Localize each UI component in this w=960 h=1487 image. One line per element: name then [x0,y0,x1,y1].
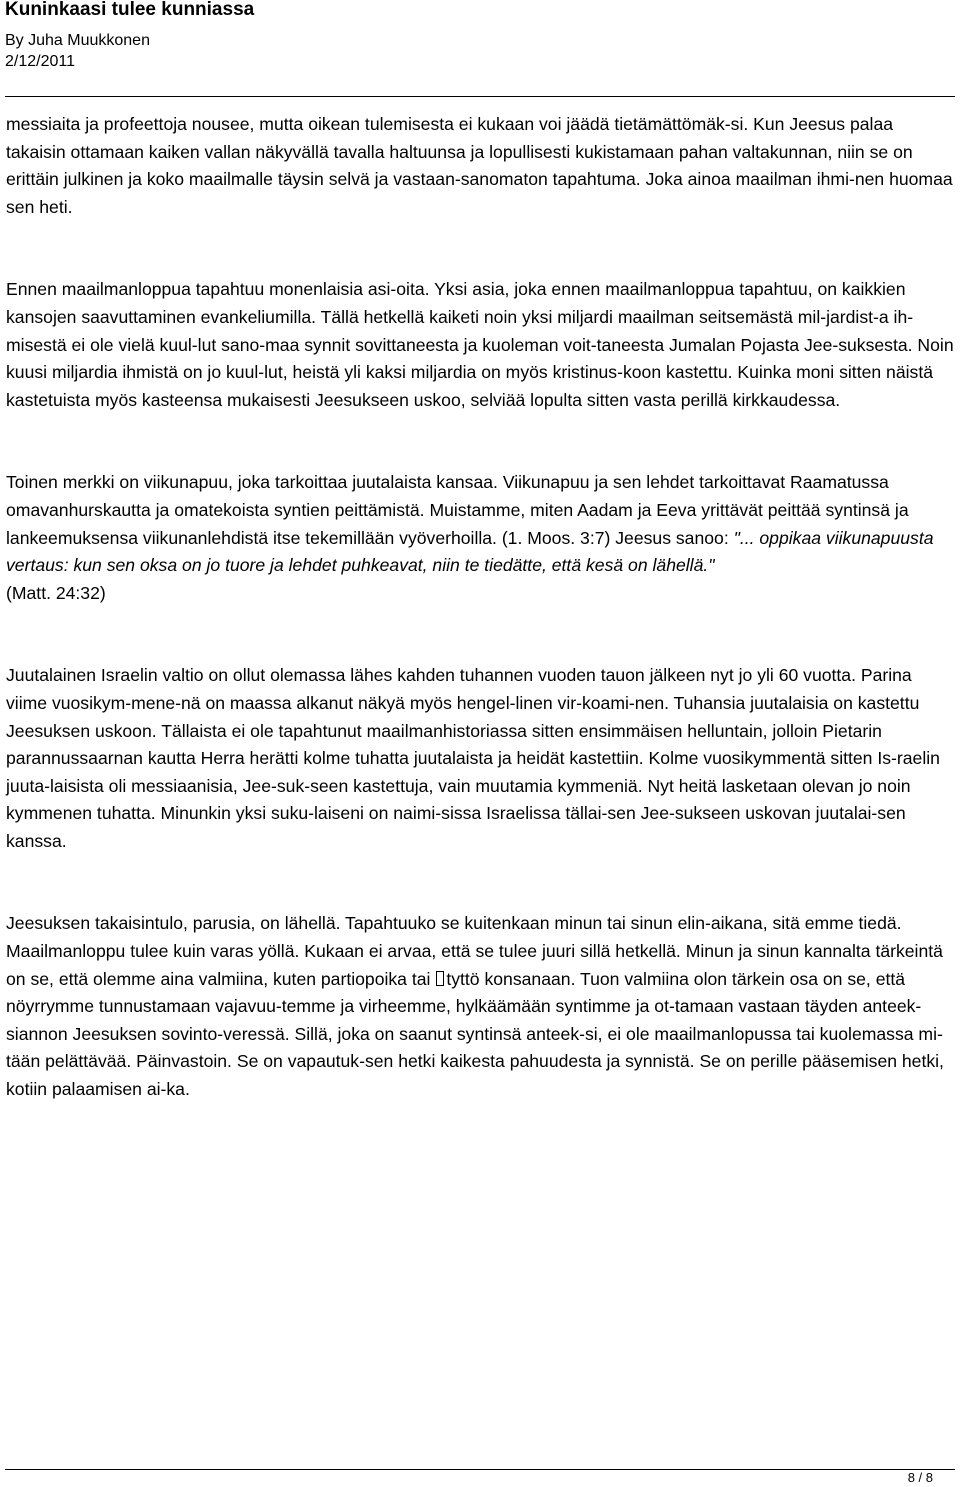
paragraph-spacer [6,221,956,276]
page-number: 8 / 8 [907,1470,933,1485]
bible-reference: (Matt. 24:32) [6,582,106,603]
paragraph-3-text: Toinen merkki on viikunapuu, joka tarkoittaa juutalaista kansaa. Viikunapuu ja sen lehdet tarkoittavat Raamatussa omavanhurskautta ja omatekoista syntien peittämistä. Muistamme, miten Aadam ja Eeva yrittävät peittää syntinsä ja lankeemuksensa viikunanlehdistä itse tekemillään vyöverhoilla. (1. Moos. 3:7) Jeesus sanoo: [6,472,909,548]
paragraph-5-text-end: tyttö konsanaan. Tuon valmiina olon tärkein osa on se, että nöyrrymme tunnustamaan vajavuu-temme ja virheemme, hylkäämään syntimme ja ot-tamaan vastaan täyden anteek-siannon Jeesuksen sovinto-veressä. Sillä, joka on saanut syntinsä anteek-si, ei ole maailmanlopussa tai kuolemassa mi-tään pelättävää. Päinvastoin. Se on vapautuk-sen hetki kaikesta pahuudesta ja synnistä. Se on perille pääsemisen hetki, kotiin palaamisen ai-ka. [6,968,944,1100]
paragraph-5-text-start: Jeesuksen takaisintulo, parusia, on lähellä. Tapahtuuko se kuitenkaan minun tai sinun elin-aikana, sitä emme tiedä. Maailmanloppu tulee kuin varas yöllä. Kukaan ei arvaa, että se tulee juuri sillä hetkellä. Minun ja sinun kannalta tärkeintä on se, että olemme aina valmiina, kuten partiopoika tai [6,913,943,989]
paragraph-5 [6,910,956,1103]
paragraph-3 [6,469,956,607]
paragraph-1: messiaita ja profeettoja nousee, mutta oikean tulemisesta ei kukaan voi jäädä tietämättömäk-si. Kun Jeesus palaa takaisin ottamaan kaiken vallan näkyvällä tavalla haltuunsa ja lopullisesti kukistamaan pahan valtakunnan, niin se on erittäin julkinen ja koko maailmalle täysin selvä ja vastaan-sanomaton tapahtuma. Joka ainoa maailman ihmi-nen huomaa sen heti. [6,114,953,217]
page-header [5,0,955,72]
header-divider [5,96,955,97]
missing-glyph-icon [436,971,444,986]
paragraph-2: Ennen maailmanloppua tapahtuu monenlaisia asi-oita. Yksi asia, joka ennen maailmanloppua tapahtuu, on kaikkien kansojen saavuttaminen evankeliumilla. Tällä hetkellä kaiketi noin yksi miljardi maailman seitsemästä mil-jardist-a ih-misestä ei ole vielä kuul-lut sano-maa synnit sovittaneesta ja kuoleman voit-taneesta Jumalan Pojasta Jee-suksesta. Noin kuusi miljardia ihmistä on jo kuul-lut, heistä yli kaksi miljardia on myös kristinus-koon kastettu. Kuinka moni sitten näistä kastetuista myös kasteensa mukaisesti Jeesukseen uskoo, selviää lopulta sitten vasta perillä kirkkaudessa. [6,279,954,410]
paragraph-spacer [6,414,956,469]
bible-quote: "... oppikaa viikunapuusta vertaus: kun sen oksa on jo tuore ja lehdet puhkeavat, niin te tiedätte, että kesä on lähellä." [6,527,934,576]
article-body [6,111,956,1104]
document-date: 2/12/2011 [5,53,75,70]
paragraph-spacer [6,855,956,910]
document-title: Kuninkaasi tulee kunniassa [5,0,255,20]
document-author: By Juha Muukkonen [5,32,150,49]
paragraph-spacer [6,607,956,662]
footer-divider [5,1469,955,1470]
paragraph-4: Juutalainen Israelin valtio on ollut olemassa lähes kahden tuhannen vuoden tauon jälkeen nyt jo yli 60 vuotta. Parina viime vuosikym-mene-nä on maassa alkanut näkyä myös hengel-linen vir-koami-nen. Tuhansia juutalaisia on kastettu Jeesuksen uskoon. Tällaista ei ole tapahtunut maailmanhistoriassa sitten ensimmäisen helluntain, jolloin Pietarin parannussaarnan kautta Herra herätti kolme tuhatta juutalaista ja heidät kastettiin. Kolme vuosikymmentä sitten Is-raelin juuta-laisista oli messiaanisia, Jee-suk-seen kastettuja, vain muutamia kymmeniä. Nyt heitä lasketaan olevan jo noin kymmenen tuhatta. Minunkin yksi suku-laiseni on naimi-sissa Israelissa tällai-sen Jee-sukseen uskovan juutalai-sen kanssa. [6,665,940,851]
